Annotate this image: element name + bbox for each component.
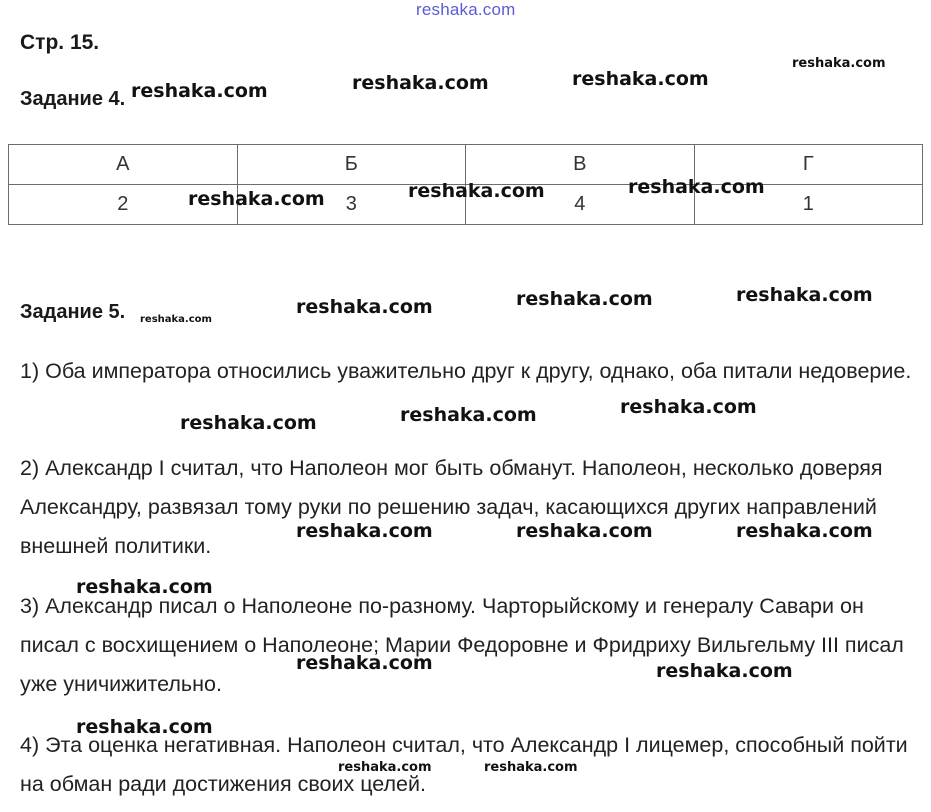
watermark: reshaka.com <box>736 284 873 306</box>
watermark: reshaka.com <box>792 56 886 71</box>
watermark: reshaka.com <box>188 188 325 210</box>
watermark: reshaka.com <box>296 652 433 674</box>
watermark: reshaka.com <box>338 760 432 775</box>
table-header-row <box>9 145 923 185</box>
watermark: reshaka.com <box>131 80 268 102</box>
watermark: reshaka.com <box>656 660 793 682</box>
answer-paragraph-2: 2) Александр I считал, что Наполеон мог быть обманут. Наполеон, несколько доверяя Александру, развязал тому руки по решению задач, касающихся других направлений внешней политики. <box>20 456 883 558</box>
watermark: reshaka.com <box>628 176 765 198</box>
watermark: reshaka.com <box>140 314 212 325</box>
watermark: reshaka.com <box>620 396 757 418</box>
watermark: reshaka.com <box>352 72 489 94</box>
table-cell: 3 <box>237 185 466 225</box>
table-header-cell: Б <box>237 145 466 185</box>
table-header-cell: Г <box>694 145 923 185</box>
answer-paragraph-4: 4) Эта оценка негативная. Наполеон считал, что Александр I лицемер, способный пойти на обман ради достижения своих целей. <box>20 733 908 796</box>
table-header-cell: В <box>466 145 695 185</box>
watermark: reshaka.com <box>408 180 545 202</box>
table-header-cell: А <box>9 145 238 185</box>
watermark: reshaka.com <box>484 760 578 775</box>
task4-title: Задание 4. <box>20 88 126 110</box>
table-cell: 1 <box>694 185 923 225</box>
page-number: Стр. 15. <box>20 31 100 54</box>
table-cell: 2 <box>9 185 238 225</box>
watermark: reshaka.com <box>572 68 709 90</box>
watermark: reshaka.com <box>76 716 213 738</box>
watermark: reshaka.com <box>76 576 213 598</box>
answer-paragraph-3: 3) Александр писал о Наполеоне по-разному. Чарторыйскому и генералу Савари он писал с восхищением о Наполеоне; Марии Федоровне и Фридриху Вильгельму III писал уже уничижительно. <box>20 594 904 696</box>
watermark: reshaka.com <box>516 288 653 310</box>
watermark: reshaka.com <box>296 520 433 542</box>
watermark: reshaka.com <box>400 404 537 426</box>
site-brand[interactable]: reshaka.com <box>416 0 516 19</box>
watermark: reshaka.com <box>180 412 317 434</box>
task5-title: Задание 5. <box>20 301 126 323</box>
watermark: reshaka.com <box>516 520 653 542</box>
watermark: reshaka.com <box>296 296 433 318</box>
watermark: reshaka.com <box>736 520 873 542</box>
answer-paragraph-1: 1) Оба императора относились уважительно друг к другу, однако, оба питали недоверие. <box>20 359 912 383</box>
table-cell: 4 <box>466 185 695 225</box>
